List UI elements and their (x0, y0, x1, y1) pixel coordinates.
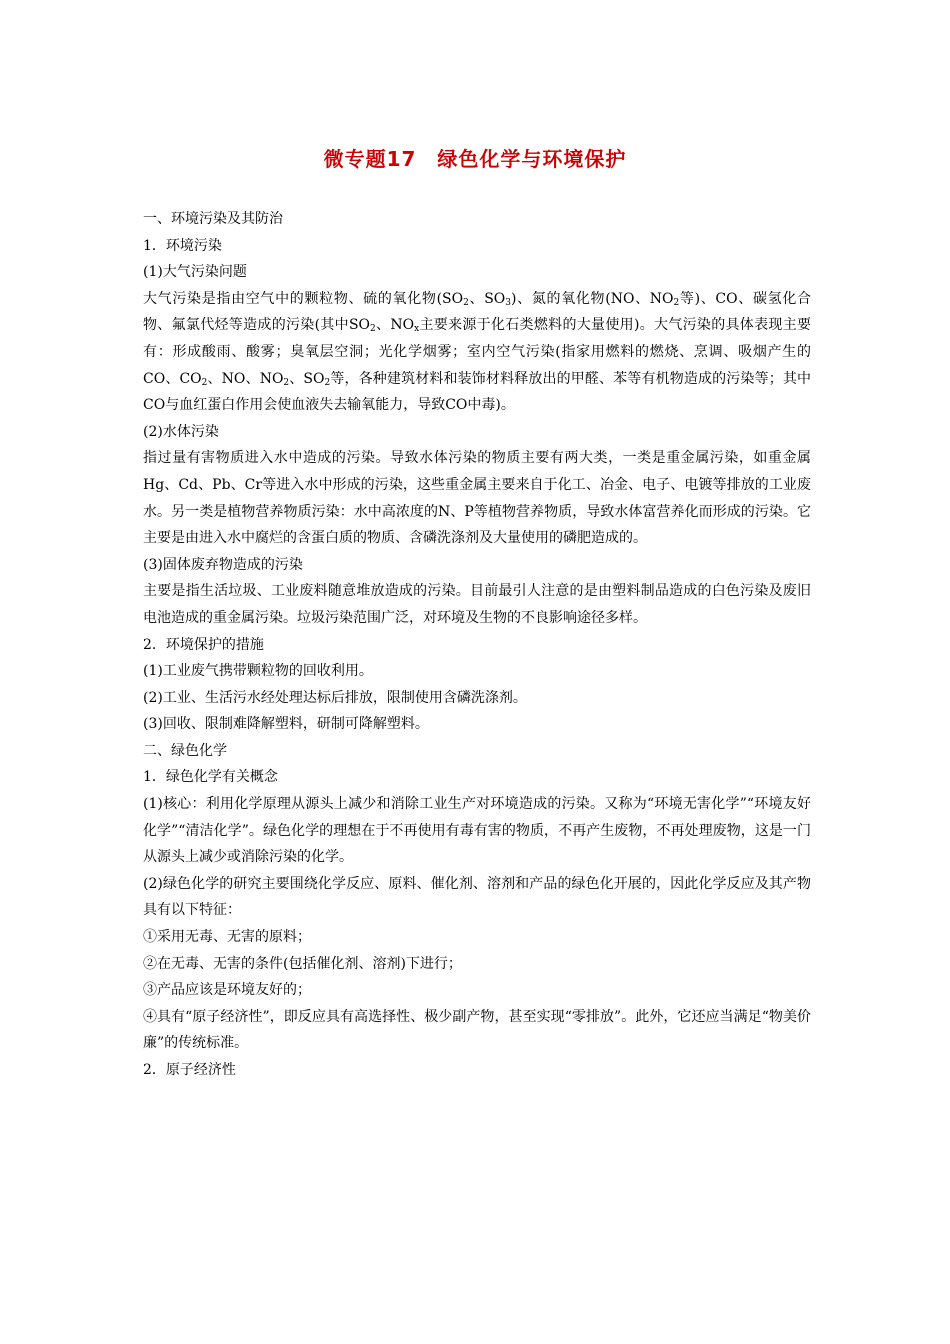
solid-waste-paragraph: 主要是指生活垃圾、工业废料随意堆放造成的污染。目前最引人注意的是由塑料制品造成的白色污染及废旧电池造成的重金属污染。垃圾污染范围广泛，对环境及生物的不良影响途径多样。 (143, 583, 811, 626)
feature-item: ①采用无毒、无害的原料； (143, 929, 311, 946)
water-pollution-paragraph: 指过量有害物质进入水中造成的污染。导致水体污染的物质主要有两大类，一类是重金属污染，如重金属Hg、Cd、Pb、Cr等进入水中形成的污染，这些重金属主要来自于化工、冶金、电子、电镀等排放的工业废水。另一类是植物营养物质污染：水中高浓度的N、P等植物营养物质，导致水体富营养化而形成的污染。它主要是由进入水中腐烂的含蛋白质的物质、含磷洗涤剂及大量使用的磷肥造成的。 (143, 450, 811, 547)
text-run: 大气污染是指由空气中的颗粒物、硫的氧化物(SO (143, 290, 464, 307)
text-run: 、SO (289, 370, 325, 387)
research-paragraph: (2)绿色化学的研究主要围绕化学反应、原料、催化剂、溶剂和产品的绿色化开展的，因此化学反应及其产物具有以下特征： (143, 875, 811, 919)
air-pollution-paragraph (143, 286, 811, 419)
section-heading-2: 二、绿色化学 (143, 742, 227, 759)
subscript: 2 (673, 297, 680, 308)
feature-item: ③产品应该是环境友好的； (143, 982, 311, 999)
subscript: x (414, 324, 420, 335)
subsection-heading: 1．环境污染 (143, 237, 222, 254)
measure-item: (2)工业、生活污水经处理达标后排放，限制使用含磷洗涤剂。 (143, 689, 527, 706)
measure-item: (3)回收、限制难降解塑料，研制可降解塑料。 (143, 716, 429, 733)
subsubsection-heading: (2)水体污染 (143, 423, 219, 440)
text-run: )、氮的氧化物(NO、NO (511, 290, 674, 307)
subsubsection-heading: (3)固体废弃物造成的污染 (143, 556, 303, 573)
section-heading-1: 一、环境污染及其防治 (143, 211, 283, 227)
text-run: 、NO (375, 317, 415, 334)
document-body (143, 206, 811, 1084)
subsection-heading: 2．原子经济性 (143, 1062, 236, 1078)
subscript: 2 (324, 377, 331, 388)
subsection-heading: 1．绿色化学有关概念 (143, 769, 278, 786)
feature-item: ②在无毒、无害的条件(包括催化剂、溶剂)下进行； (143, 955, 462, 972)
core-paragraph: (1)核心：利用化学原理从源头上减少和消除工业生产对环境造成的污染。又称为“环境无害化学”“环境友好化学”“清洁化学”。绿色化学的理想在于不再使用有毒有害的物质，不再产生废物，不再处理废物，这是一门从源头上减少或消除污染的化学。 (143, 796, 811, 866)
page-title: 微专题17 绿色化学与环境保护 (323, 147, 627, 171)
feature-item: ④具有“原子经济性”，即反应具有高选择性、极少副产物，甚至实现“零排放”。此外，它还应当满足“物美价廉”的传统标准。 (143, 1008, 811, 1052)
subsubsection-heading: (1)大气污染问题 (143, 264, 247, 281)
text-run: 等，各种建筑材料和装饰材料释放出的甲醛、苯等有机物造成的污染等；其中CO与血红蛋白作用会使血液失去输氧能力，导致CO中毒)。 (143, 370, 811, 414)
subscript: 3 (505, 297, 512, 308)
text-run: 、SO (468, 290, 506, 307)
subscript: 2 (370, 324, 376, 335)
measure-item: (1)工业废气携带颗粒物的回收利用。 (143, 663, 373, 680)
subsection-heading: 2．环境保护的措施 (143, 636, 264, 653)
subscript: 2 (283, 377, 290, 388)
subscript: 2 (463, 297, 469, 308)
subscript: 2 (201, 377, 208, 388)
text-run: 、NO、NO (207, 370, 284, 387)
text-run: 主要来源于化石类燃料的大量使用)。大气污染的具体表现主要有：形成酸雨、酸雾；臭氧层空洞；光化学烟雾；室内空气污染(指家用燃料的燃烧、烹调、吸烟产生的CO、CO (143, 317, 811, 387)
text-run: 等)、CO、碳氢化合物、氟氯代烃等造成的污染(其中SO (143, 290, 812, 334)
